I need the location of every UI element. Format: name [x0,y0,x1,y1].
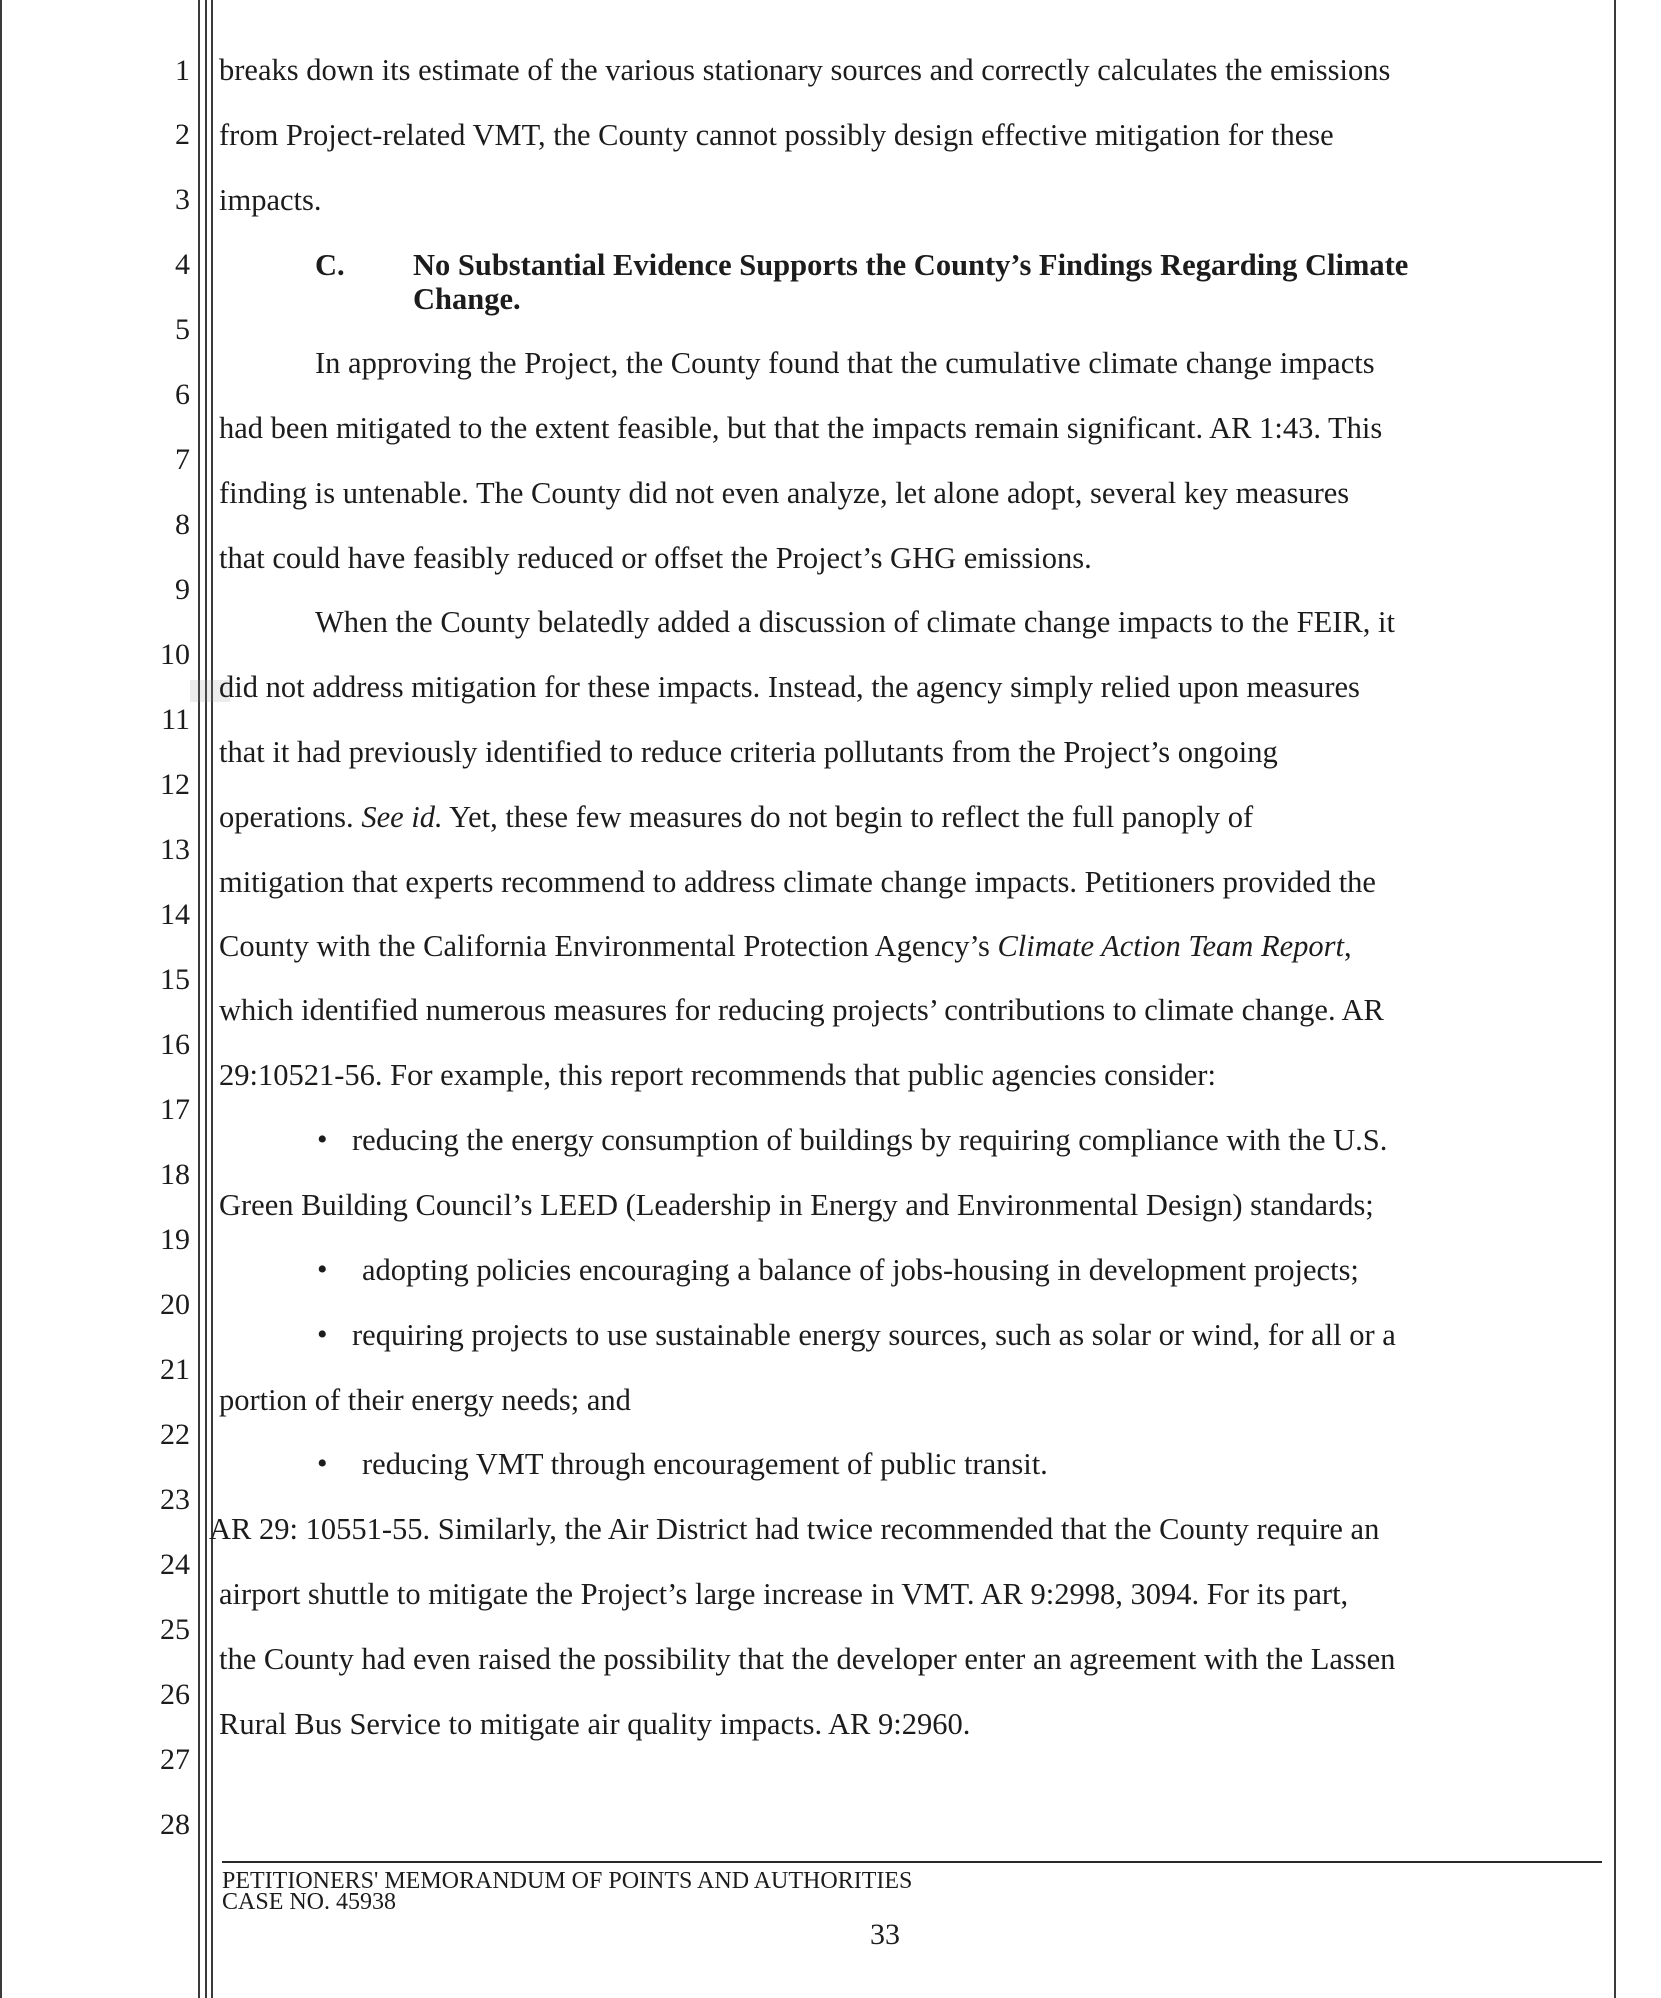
text-line: Rural Bus Service to mitigate air quality impacts. AR 9:2960. [219,1707,971,1741]
section-heading: Change. [413,282,521,316]
line-number: 22 [160,1418,190,1451]
text-line: 29:10521-56. For example, this report recommends that public agencies consider: [219,1058,1216,1092]
line-number: 8 [175,508,190,541]
text-line: that it had previously identified to reduce criteria pollutants from the Project’s ongoing [219,735,1278,769]
text-line: had been mitigated to the extent feasible, but that the impacts remain significant. AR 1:43. This [219,411,1383,445]
footer-document-title: PETITIONERS' MEMORANDUM OF POINTS AND AUTHORITIES [222,1868,913,1894]
report-title-italic: Climate Action Team Report [997,929,1344,963]
bullet-icon: • [317,1123,328,1156]
line-number: 1 [175,54,190,87]
text-line [219,929,1352,963]
line-number: 19 [160,1223,190,1256]
bullet-icon: • [317,1253,328,1286]
footer-case-number: CASE NO. 45938 [222,1889,397,1915]
text-line: breaks down its estimate of the various stationary sources and correctly calculates the emissions [219,53,1391,87]
line-number: 26 [160,1678,190,1711]
line-number: 10 [160,638,190,671]
bullet-text: portion of their energy needs; and [219,1383,631,1417]
line-number: 9 [175,573,190,606]
bullet-text: reducing VMT through encouragement of public transit. [362,1447,1048,1481]
line-number: 28 [160,1808,190,1841]
text-line: When the County belatedly added a discussion of climate change impacts to the FEIR, it [315,605,1395,639]
text-line: which identified numerous measures for reducing projects’ contributions to climate change. AR [219,993,1384,1027]
bullet-text: adopting policies encouraging a balance of jobs-housing in development projects; [362,1253,1359,1287]
line-number: 15 [160,963,190,996]
line-number: 14 [160,898,190,931]
line-number: 25 [160,1613,190,1646]
line-number: 2 [175,118,190,151]
line-number: 7 [175,443,190,476]
line-number: 23 [160,1483,190,1516]
line-number: 24 [160,1548,190,1581]
text-line: mitigation that experts recommend to address climate change impacts. Petitioners provided the [219,865,1376,899]
section-heading: No Substantial Evidence Supports the County’s Findings Regarding Climate [413,248,1409,282]
line-number: 16 [160,1028,190,1061]
line-number: 4 [175,248,190,281]
line-number: 11 [161,703,190,736]
section-heading-letter: C. [315,248,345,282]
page-number: 33 [870,1918,900,1951]
line-number: 12 [160,768,190,801]
line-number: 3 [175,183,190,216]
line-number: 13 [160,833,190,866]
text-line: airport shuttle to mitigate the Project’s large increase in VMT. AR 9:2998, 3094. For its part, [219,1577,1349,1611]
text-line: from Project-related VMT, the County cannot possibly design effective mitigation for these [219,118,1334,152]
line-number: 27 [160,1743,190,1776]
citation-italic: See id. [361,800,443,834]
text-line: that could have feasibly reduced or offset the Project’s GHG emissions. [219,541,1092,575]
margin-rule-outer-left [0,0,2,1998]
text-line: impacts. [219,183,322,217]
bullet-text: reducing the energy consumption of buildings by requiring compliance with the U.S. [352,1123,1388,1157]
line-number: 20 [160,1288,190,1321]
margin-rule-double-2 [205,0,207,1998]
text-line: did not address mitigation for these impacts. Instead, the agency simply relied upon measures [219,670,1360,704]
bullet-text: Green Building Council’s LEED (Leadership in Energy and Environmental Design) standards; [219,1188,1374,1222]
text-line [219,800,1253,834]
footer-divider [222,1861,1602,1863]
line-number: 17 [160,1093,190,1126]
line-number: 6 [175,378,190,411]
bullet-text: requiring projects to use sustainable energy sources, such as solar or wind, for all or a [352,1318,1396,1352]
text-run: County with the California Environmental Protection Agency’s [219,929,998,963]
text-run: , [1343,929,1352,963]
text-run: operations. [219,800,362,834]
bullet-icon: • [317,1318,328,1351]
margin-rule-single [211,0,213,1998]
line-number: 18 [160,1158,190,1191]
text-run: Yet, these few measures do not begin to reflect the full panoply of [442,800,1254,834]
text-line: AR 29: 10551-55. Similarly, the Air District had twice recommended that the County require an [209,1512,1380,1546]
text-line: finding is untenable. The County did not even analyze, let alone adopt, several key measures [219,476,1350,510]
line-number: 21 [160,1353,190,1386]
margin-rule-double-1 [198,0,200,1998]
line-number: 5 [175,313,190,346]
text-line: In approving the Project, the County found that the cumulative climate change impacts [315,346,1375,380]
text-line: the County had even raised the possibility that the developer enter an agreement with the Lassen [219,1642,1396,1676]
bullet-icon: • [317,1447,328,1480]
margin-rule-right [1614,0,1616,1998]
